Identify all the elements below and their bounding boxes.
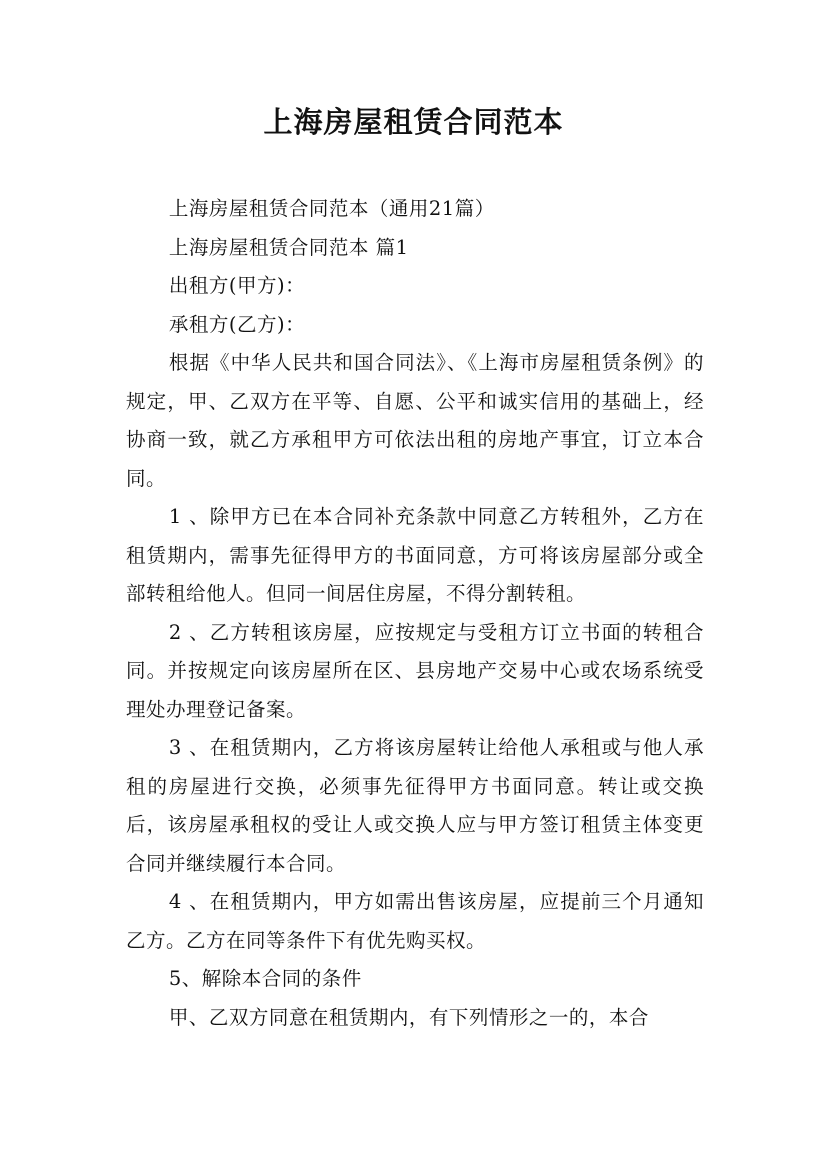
paragraph-clause-5-text: 甲、乙双方同意在租赁期内，有下列情形之一的，本合 bbox=[168, 1005, 649, 1029]
document-body bbox=[126, 190, 704, 1037]
paragraph-section-heading: 上海房屋租赁合同范本 篇1 bbox=[168, 235, 409, 259]
paragraph-preamble: 根据《中华人民共和国合同法》、《上海市房屋租赁条例》的规定，甲、乙双方在平等、自愿、公平和诚实信用的基础上，经协商一致，就乙方承租甲方可依法出租的房地产事宜，订立本合同。 bbox=[126, 351, 704, 490]
paragraph-clause-1: 1 、除甲方已在本合同补充条款中同意乙方转租外，乙方在租赁期内，需事先征得甲方的书面同意，方可将该房屋部分或全部转租给他人。但同一间居住房屋，不得分割转租。 bbox=[126, 505, 704, 605]
paragraph-lessee: 承租方(乙方)： bbox=[168, 312, 306, 336]
paragraph-lessor: 出租方(甲方)： bbox=[168, 274, 306, 297]
document-title: 上海房屋租赁合同范本 bbox=[263, 105, 564, 139]
paragraph-clause-5-heading: 5、解除本合同的条件 bbox=[168, 967, 362, 990]
paragraph-clause-3: 3 、在租赁期内，乙方将该房屋转让给他人承租或与他人承租的房屋进行交换，必须事先征得甲方书面同意。转让或交换后，该房屋承租权的受让人或交换人应与甲方签订租赁主体变更合同并继续履行本合同。 bbox=[126, 736, 704, 875]
paragraph-clause-2: 2 、乙方转租该房屋，应按规定与受租方订立书面的转租合同。并按规定向该房屋所在区、县房地产交易中心或农场系统受理处办理登记备案。 bbox=[126, 620, 704, 721]
paragraph-subtitle: 上海房屋租赁合同范本（通用21篇） bbox=[168, 197, 495, 220]
paragraph-clause-4: 4 、在租赁期内，甲方如需出售该房屋，应提前三个月通知乙方。乙方在同等条件下有优先购买权。 bbox=[126, 890, 704, 952]
